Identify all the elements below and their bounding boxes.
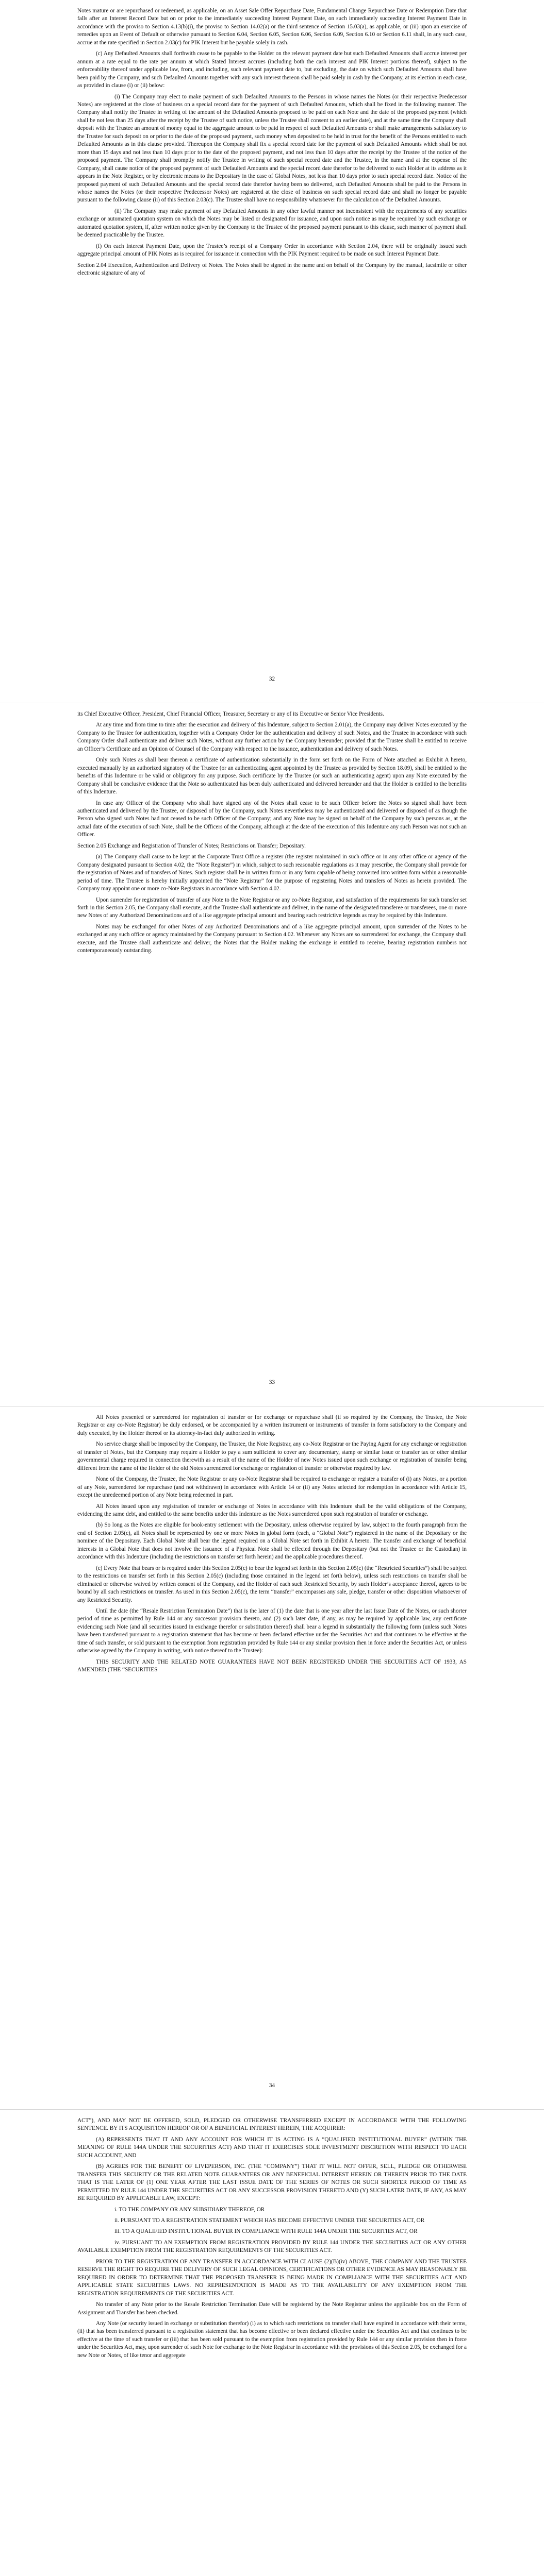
paragraph: Notes mature or are repurchased or redeemed, as applicable, on an Asset Sale Offer Repurchase Date, Fundamental Change Repurchase Date or Redemption Date that falls after an Interest Record Date but on or prior to the immediately succeeding Interest Payment Date, on such immediately succeeding Interest Payment Date in accordance with the proviso to Section 4.13(b)(i), the proviso to Section 14.02(a) or the third sentence of Section 15.03(a), as applicable, or (iii) upon an exercise of remedies upon an Event of Default or otherwise pursuant to Section 6.04, Section 6.05, Section 6.06, Section 6.09, Section 6.10 or Section 6.11 shall, in any such case, accrue at the rate specified in Section 2.03(c) for PIK Interest but be payable solely in cash. [77, 8, 467, 46]
page-number: 32 [269, 676, 275, 682]
paragraph: Until the date (the “Resale Restriction Termination Date”) that is the later of (1) the date that is one year after the last Issue Date of the Notes, or such shorter period of time as permitted by Rule 144 or any successor provision thereto, and (2) such later date, if any, as may be required by applicable law, any certificate evidencing such Note (and all securities issued in exchange therefor or substitution thereof) shall bear a legend in substantially the following form (unless such Notes have been transferred pursuant to a registration statement that has become or been declared effective under the Securities Act and that continues to be effective at the time of such transfer, or sold pursuant to the exemption from registration provided by Rule 144 or any similar provision then in force under the Securities Act, or unless otherwise agreed by the Company in writing, with notice thereof to the Trustee): [77, 1607, 467, 1654]
paragraph: PRIOR TO THE REGISTRATION OF ANY TRANSFER IN ACCORDANCE WITH CLAUSE (2)(B)(iv) ABOVE, THE COMPANY AND THE TRUSTEE RESERVE THE RIGHT TO REQUIRE THE DELIVERY OF SUCH LEGAL OPINIONS, CERTIFICATIONS OR OTHER EVIDENCE AS MAY REASONABLY BE REQUIRED IN ORDER TO DETERMINE THAT THE PROPOSED TRANSFER IS BEING MADE IN COMPLIANCE WITH THE SECURITIES ACT AND APPLICABLE STATE SECURITIES LAWS. NO REPRESENTATION IS MADE AS TO THE AVAILABILITY OF ANY EXEMPTION FROM THE REGISTRATION REQUIREMENTS OF THE SECURITIES ACT. [77, 2258, 467, 2297]
paragraph: (a) The Company shall cause to be kept at the Corporate Trust Office a register (the register maintained in such office or in any other office or agency of the Company designated pursuant to Section 4.02, the “Note Register”) in which, subject to such reasonable regulations as it may prescribe, the Company shall provide for the registration of Notes and of transfers of Notes. Such register shall be in written form or in any form capable of being converted into written form within a reasonable period of time. The Trustee is hereby initially appointed the “Note Registrar” for the purpose of registering Notes and transfers of Notes as herein provided. The Company may appoint one or more co-Note Registrars in accordance with Section 4.02. [77, 854, 467, 892]
paragraph: ii. PURSUANT TO A REGISTRATION STATEMENT WHICH HAS BECOME EFFECTIVE UNDER THE SECURITIES ACT, OR [114, 2217, 425, 2224]
paragraph: All Notes presented or surrendered for registration of transfer or for exchange or repurchase shall (if so required by the Company, the Trustee, the Note Registrar or any co-Note Registrar) be duly endorsed, or be accompanied by a written instrument or instruments of transfer in form satisfactory to the Company and duly executed, by the Holder thereof or its attorney-in-fact duly authorized in writing. [77, 1414, 467, 1436]
paragraph: i. TO THE COMPANY OR ANY SUBSIDIARY THEREOF, OR [114, 2206, 265, 2213]
paragraph: All Notes issued upon any registration of transfer or exchange of Notes in accordance with this Indenture shall be the valid obligations of the Company, evidencing the same debt, and entitled to the same benefits under this Indenture as the Notes surrendered upon such registration of transfer or exchange. [77, 1503, 467, 1517]
paragraph: Any Note (or security issued in exchange or substitution therefor) (i) as to which such restrictions on transfer shall have expired in accordance with their terms, (ii) that has been transferred pursuant to a registration statement that has become effective or been declared effective under the Securities Act and that continues to be effective at the time of such transfer or (iii) that has been sold pursuant to the exemption from registration provided by Rule 144 or any similar provision then in force under the Securities Act, may, upon surrender of such Note for exchange to the Note Registrar in accordance with the provisions of this Section 2.05, be exchanged for a new Note or Notes, of like tenor and aggregate [77, 2320, 467, 2359]
paragraph: Section 2.05 Exchange and Registration of Transfer of Notes; Restrictions on Transfer; Depositary. [77, 842, 306, 849]
paragraph: In case any Officer of the Company who shall have signed any of the Notes shall cease to be such Officer before the Notes so signed shall have been authenticated and delivered by the Trustee, or disposed of by the Company, such Notes nevertheless may be authenticated and delivered or disposed of as though the Person who signed such Notes had not ceased to be such Officer of the Company; and any Note may be signed on behalf of the Company by such persons as, at the actual date of the execution of such Note, shall be the Officers of the Company, although at the date of the execution of this Indenture any such Person was not such an Officer. [77, 800, 467, 838]
paragraph: (A) REPRESENTS THAT IT AND ANY ACCOUNT FOR WHICH IT IS ACTING IS A “QUALIFIED INSTITUTIONAL BUYER” (WITHIN THE MEANING OF RULE 144A UNDER THE SECURITIES ACT) AND THAT IT EXERCISES SOLE INVESTMENT DISCRETION WITH RESPECT TO EACH SUCH ACCOUNT, AND [77, 2136, 467, 2159]
paragraph: Notes may be exchanged for other Notes of any Authorized Denominations and of a like aggregate principal amount, upon surrender of the Notes to be exchanged at any such office or agency maintained by the Company pursuant to Section 4.02. Whenever any Notes are so surrendered for exchange, the Company shall execute, and the Trustee shall authenticate and deliver, the Notes that the Holder making the exchange is entitled to receive, bearing registration numbers not contemporaneously outstanding. [77, 923, 467, 954]
paragraph: Upon surrender for registration of transfer of any Note to the Note Registrar or any co-Note Registrar, and satisfaction of the requirements for such transfer set forth in this Section 2.05, the Company shall execute, and the Trustee shall authenticate and deliver, in the name of the designated transferee or transferees, one or more new Notes of any Authorized Denominations and of a like aggregate principal amount and bearing such restrictive legends as may be required by this Indenture. [77, 896, 467, 919]
paragraph: None of the Company, the Trustee, the Note Registrar or any co-Note Registrar shall be required to exchange or register a transfer of (i) any Notes, or a portion of any Note, surrendered for repurchase (and not withdrawn) in accordance with Article 14 or (ii) any Notes selected for redemption in accordance with Article 15, except the unredeemed portion of any Note being redeemed in part. [77, 1476, 467, 1499]
document-page [0, 0, 544, 703]
paragraph: Section 2.04 Execution, Authentication and Delivery of Notes. The Notes shall be signed in the name and on behalf of the Company by the manual, facsimile or other electronic signature of any of [77, 262, 467, 277]
paragraph: (B) AGREES FOR THE BENEFIT OF LIVEPERSON, INC. (THE “COMPANY”) THAT IT WILL NOT OFFER, SELL, PLEDGE OR OTHERWISE TRANSFER THIS SECURITY OR THE RELATED NOTE GUARANTEES OR ANY BENEFICIAL INTEREST HEREIN OR THEREIN PRIOR TO THE DATE THAT IS THE LATER OF (1) ONE YEAR AFTER THE LAST ISSUE DATE OF THE SERIES OF NOTES OR SUCH SHORTER PERIOD OF TIME AS PERMITTED BY RULE 144 UNDER THE SECURITIES ACT OR ANY SUCCESSOR PROVISION THERETO AND (Y) SUCH LATER DATE, IF ANY, AS MAY BE REQUIRED BY APPLICABLE LAW, EXCEPT: [77, 2163, 467, 2202]
page-number: 33 [269, 1379, 275, 1385]
paragraph: iii. TO A QUALIFIED INSTITUTIONAL BUYER IN COMPLIANCE WITH RULE 144A UNDER THE SECURITIES ACT, OR [114, 2228, 418, 2235]
document-page [0, 703, 544, 1406]
paragraph: THIS SECURITY AND THE RELATED NOTE GUARANTEES HAVE NOT BEEN REGISTERED UNDER THE SECURITIES ACT OF 1933, AS AMENDED (THE “SECURITIES [77, 1658, 467, 1673]
document-page [0, 1406, 544, 2110]
paragraph: (b) So long as the Notes are eligible for book-entry settlement with the Depositary, unless otherwise required by law, subject to the fourth paragraph from the end of Section 2.05(c), all Notes shall be represented by one or more Notes in global form (each, a “Global Note”) registered in the name of the Depositary or the nominee of the Depositary. Each Global Note shall bear the legend required on a Global Note set forth in Exhibit A hereto. The transfer and exchange of beneficial interests in a Global Note that does not involve the issuance of a Physical Note shall be effected through the Depositary (but not the Trustee or the Custodian) in accordance with this Indenture (including the restrictions on transfer set forth herein) and the applicable procedures thereof. [77, 1522, 467, 1561]
page-number: 34 [269, 2082, 275, 2089]
paragraph: At any time and from time to time after the execution and delivery of this Indenture, subject to Section 2.01(a), the Company may deliver Notes executed by the Company to the Trustee for authentication, together with a Company Order for the authentication and delivery of such Notes, and the Trustee in accordance with such Company Order shall authenticate and deliver such Notes, without any further action by the Company hereunder; provided that the Trustee shall be entitled to receive an Officer’s Certificate and an Opinion of Counsel of the Company with respect to the issuance, authentication and delivery of such Notes. [77, 722, 467, 752]
paragraph: No transfer of any Note prior to the Resale Restriction Termination Date will be registered by the Note Registrar unless the applicable box on the Form of Assignment and Transfer has been checked. [77, 2301, 467, 2316]
paragraph: (f) On each Interest Payment Date, upon the Trustee’s receipt of a Company Order in accordance with Section 2.04, there will be originally issued such aggregate principal amount of PIK Notes as is required for issuance in connection with the PIK Payment required to be made on such Interest Payment Date. [77, 243, 467, 258]
paragraph: Only such Notes as shall bear thereon a certificate of authentication substantially in the form set forth on the Form of Note attached as Exhibit A hereto, executed manually by an authorized signatory of the Trustee (or an authenticating agent appointed by the Trustee as provided by Section 18.09), shall be entitled to the benefits of this Indenture or be valid or obligatory for any purpose. Such certificate by the Trustee (or such an authenticating agent) upon any Note executed by the Company shall be conclusive evidence that the Note so authenticated has been duly authenticated and delivered hereunder and that the Holder is entitled to the benefits of this Indenture. [77, 757, 467, 795]
paragraph: (c) Any Defaulted Amounts shall forthwith cease to be payable to the Holder on the relevant payment date but such Defaulted Amounts shall accrue interest per annum at a rate equal to the rate per annum at which Stated Interest accrues (including both the cash interest and PIK Interest portions thereof), subject to the enforceability thereof under applicable law, from, and including, such relevant payment date to, but excluding, the date on which such Defaulted Amounts shall have been paid by the Company, and such Defaulted Amounts together with any such interest thereon shall be paid solely in cash by the Company, at its election in each case, as provided in clause (i) or (ii) below: [77, 50, 467, 89]
paragraph: iv. PURSUANT TO AN EXEMPTION FROM REGISTRATION PROVIDED BY RULE 144 UNDER THE SECURITIES ACT OR ANY OTHER AVAILABLE EXEMPTION FROM THE REGISTRATION REQUIREMENTS OF THE SECURITIES ACT. [77, 2239, 467, 2254]
paragraph: its Chief Executive Officer, President, Chief Financial Officer, Treasurer, Secretary or any of its Executive or Senior Vice Presidents. [77, 711, 384, 717]
paragraph: (ii) The Company may make payment of any Defaulted Amounts in any other lawful manner not inconsistent with the requirements of any securities exchange or automated quotation system on which the Notes may be listed or designated for issuance, and upon such notice as may be required by such exchange or automated quotation system, if, after written notice given by the Company to the Trustee of the proposed payment pursuant to this clause, such manner of payment shall be deemed practicable by the Trustee. [77, 208, 467, 239]
paragraph: (c) Every Note that bears or is required under this Section 2.05(c) to bear the legend set forth in this Section 2.05(c) (the “Restricted Securities”) shall be subject to the restrictions on transfer set forth in this Section 2.05(c) (including those contained in the legend set forth below), unless such restrictions on transfer shall be eliminated or otherwise waived by written consent of the Company, and the Holder of each such Restricted Security, by such Holder’s acceptance thereof, agrees to be bound by all such restrictions on transfer. As used in this Section 2.05(c), the term “transfer” encompasses any sale, pledge, transfer or other disposition whatsoever of any Restricted Security. [77, 1565, 467, 1603]
paragraph: ACT”), AND MAY NOT BE OFFERED, SOLD, PLEDGED OR OTHERWISE TRANSFERRED EXCEPT IN ACCORDANCE WITH THE FOLLOWING SENTENCE. BY ITS ACQUISITION HEREOF OR OF A BENEFICIAL INTEREST HEREIN, THE ACQUIRER: [77, 2117, 467, 2132]
paragraph: (i) The Company may elect to make payment of such Defaulted Amounts to the Persons in whose names the Notes (or their respective Predecessor Notes) are registered at the close of business on a special record date for the payment of such Defaulted Amounts, which shall be fixed in the following manner. The Company shall notify the Trustee in writing of the amount of the Defaulted Amounts proposed to be paid on each Note and the date of the proposed payment (which shall be not less than 25 days after the receipt by the Trustee of such notice, unless the Trustee shall consent to an earlier date), and at the same time the Company shall deposit with the Trustee an amount of money equal to the aggregate amount to be paid in respect of such Defaulted Amounts or shall make arrangements satisfactory to the Trustee for such deposit on or prior to the date of the proposed payment, such money when deposited to be held in trust for the benefit of the Persons entitled to such Defaulted Amounts as in this clause provided. Thereupon the Company shall fix a special record date for the payment of such Defaulted Amounts which shall be not more than 15 days and not less than 10 days prior to the date of the proposed payment, and not less than 10 days after the receipt by the Trustee of the notice of the proposed payment. The Company shall promptly notify the Trustee in writing of such special record date and the Trustee, in the name and at the expense of the Company, shall cause notice of the proposed payment of such Defaulted Amounts and the special record date therefor to be delivered to each Holder at its address as it appears in the Note Register, or by electronic means to the Depositary in the case of Global Notes, not less than 10 days prior to such special record date. Notice of the proposed payment of such Defaulted Amounts and the special record date therefor having been so delivered, such Defaulted Amounts shall be paid to the Persons in whose names the Notes (or their respective Predecessor Notes) are registered at the close of business on such special record date and shall no longer be payable pursuant to the following clause (ii) of this Section 2.03(c). The Trustee shall have no responsibility whatsoever for the calculation of the Defaulted Amounts. [77, 93, 467, 204]
document-page [0, 2110, 544, 2576]
paragraph: No service charge shall be imposed by the Company, the Trustee, the Note Registrar, any co-Note Registrar or the Paying Agent for any exchange or registration of transfer of Notes, but the Company may require a Holder to pay a sum sufficient to cover any documentary, stamp or similar issue or transfer tax or other similar governmental charge required in connection therewith as a result of the name of the Holder of new Notes issued upon such exchange or registration of transfer being different from the name of the Holder of the old Notes surrendered for exchange or registration of transfer or otherwise required by law. [77, 1441, 467, 1471]
